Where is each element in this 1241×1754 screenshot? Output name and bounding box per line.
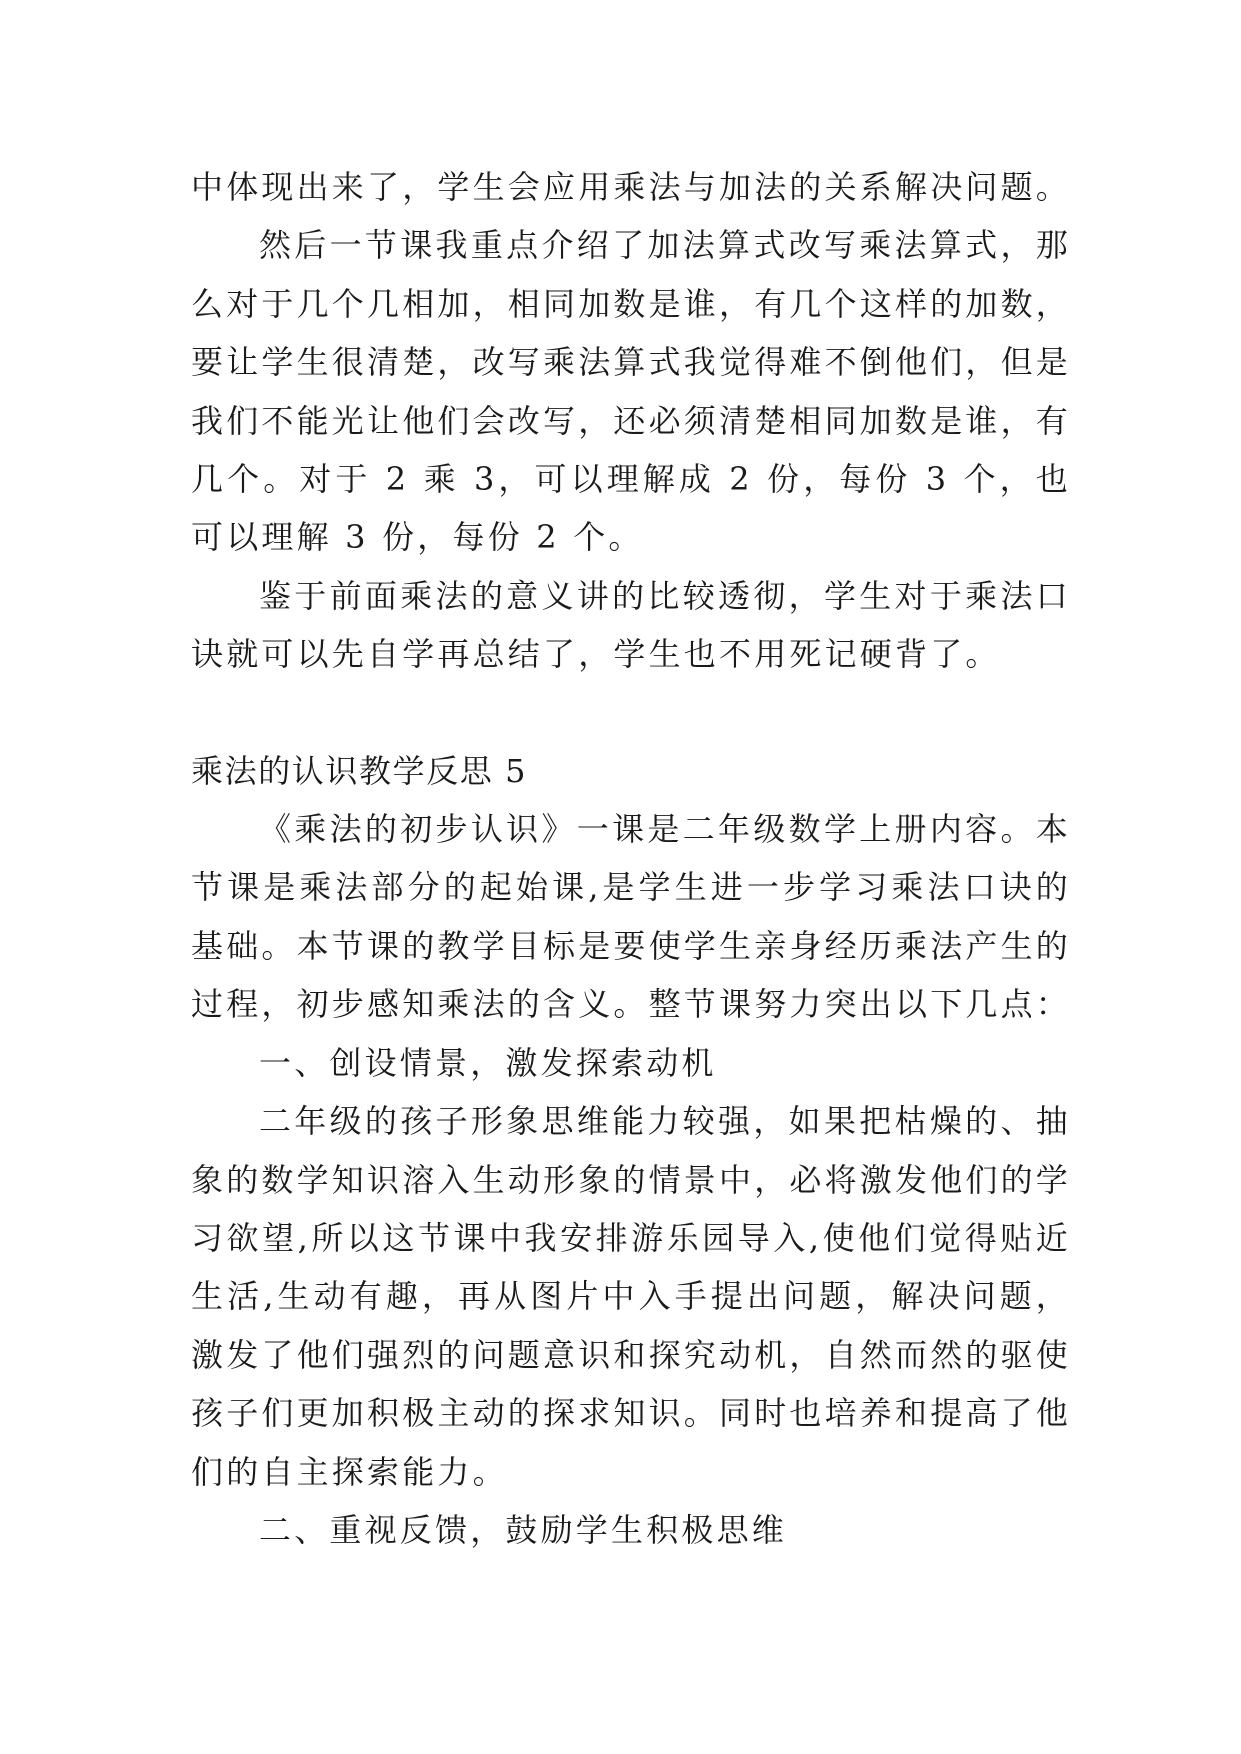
heading-point-two: 二、重视反馈，鼓励学生积极思维 (259, 1510, 788, 1549)
paragraph-continuation: 中体现出来了，学生会应用乘法与加法的关系解决问题。 (191, 168, 1072, 206)
paragraph-multiplication-table: 鉴于前面乘法的意义讲的比较透彻，学生对于乘法口诀就可以先自学再总结了，学生也不用死记硬背了。 (191, 576, 1071, 674)
heading-point-one: 一、创设情景，激发探索动机 (259, 1043, 717, 1082)
document-body (191, 158, 1071, 1559)
paragraph-lesson-intro: 《乘法的初步认识》一课是二年级数学上册内容。本节课是乘法部分的起始课,是学生进一步学习乘法口诀的基础。本节课的教学目标是要使学生亲身经历乘法产生的过程，初步感知乘法的含义。整节课努力突出以下几点： (191, 810, 1072, 1024)
paragraph-multiplication-rewrite: 然后一节课我重点介绍了加法算式改写乘法算式，那么对于几个几相加，相同加数是谁，有几个这样的加数，要让学生很清楚，改写乘法算式我觉得难不倒他们，但是我们不能光让他们会改写，还必须清楚相同加数是谁，有几个。对于 2 乘 3，可以理解成 2 份，每份 3 个，也可以理解 3 份，每份 2 个。 (191, 226, 1072, 557)
paragraph-point-one: 二年级的孩子形象思维能力较强，如果把枯燥的、抽象的数学知识溶入生动形象的情景中，必将激发他们的学习欲望,所以这节课中我安排游乐园导入,使他们觉得贴近生活,生动有趣，再从图片中入手提出问题，解决问题，激发了他们强烈的问题意识和探究动机，自然而然的驱使孩子们更加积极主动的探求知识。同时也培养和提高了他们的自主探索能力。 (191, 1102, 1072, 1491)
section-title: 乘法的认识教学反思 5 (191, 751, 528, 790)
